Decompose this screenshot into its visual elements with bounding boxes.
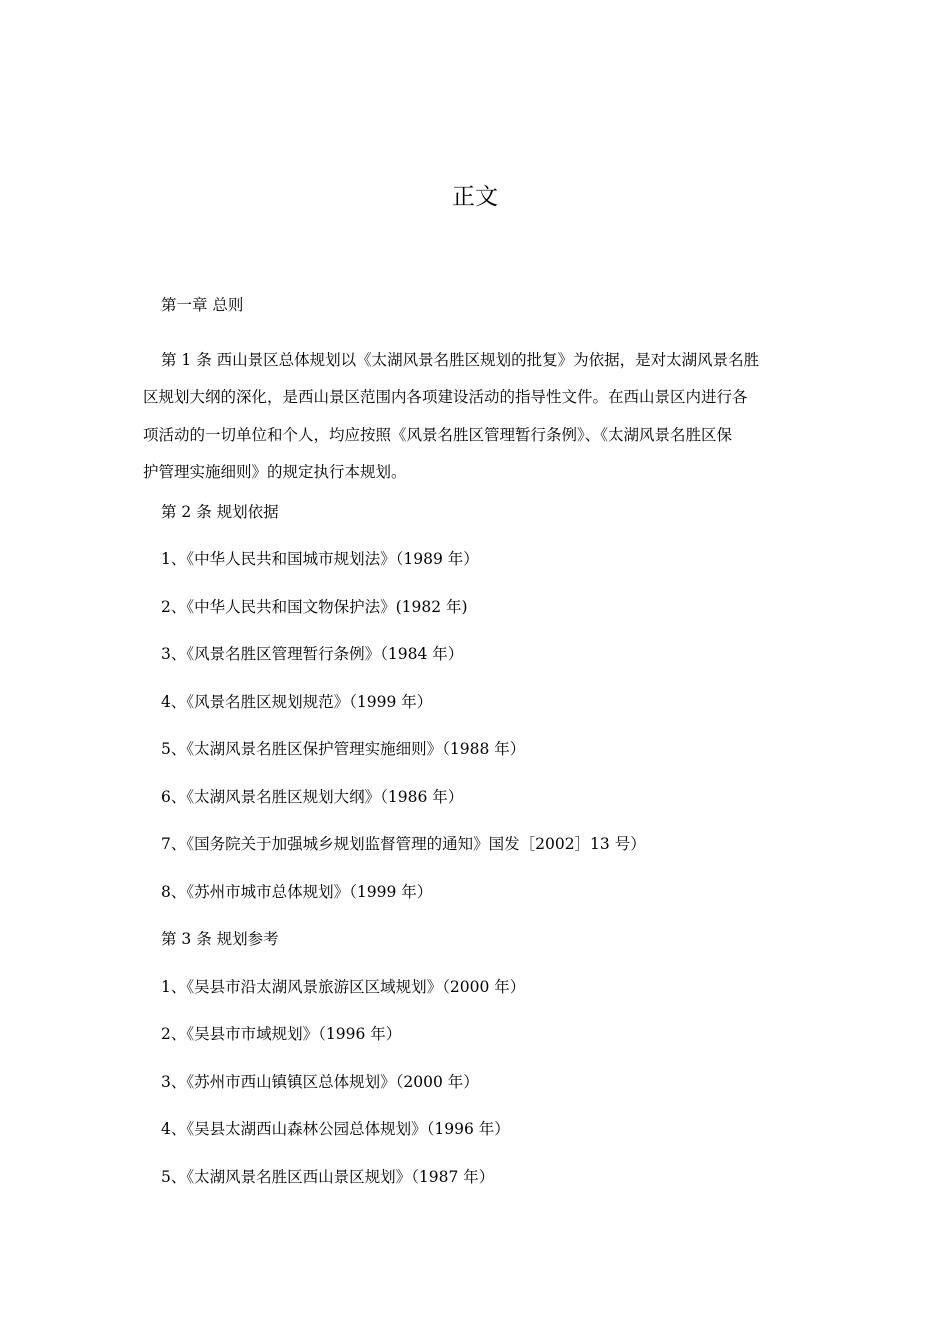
article-1-line: 护管理实施细则》的规定执行本规划。: [143, 463, 407, 482]
document-title: 正文: [452, 184, 498, 210]
article-2-item: 8、《苏州市城市总体规划》（1999 年）: [161, 882, 433, 901]
article-2-item: 4、《风景名胜区规划规范》（1999 年）: [161, 692, 433, 711]
article-1-paragraph: [143, 340, 811, 492]
article-3-item: 1、《吴县市沿太湖风景旅游区区域规划》（2000 年）: [161, 977, 526, 996]
article-3-item: 4、《吴县太湖西山森林公园总体规划》（1996 年）: [161, 1120, 510, 1139]
chapter-heading: 第一章 总则: [161, 296, 244, 314]
article-2-item: 6、《太湖风景名胜区规划大纲》（1986 年）: [161, 787, 464, 806]
article-2-item: 3、《风景名胜区管理暂行条例》（1984 年）: [161, 645, 464, 664]
article-1-line: 项活动的一切单位和个人，均应按照《风景名胜区管理暂行条例》、《太湖风景名胜区保: [143, 425, 733, 444]
document-body: [143, 292, 811, 1211]
article-2-item: 2、《中华人民共和国文物保护法》(1982 年): [161, 597, 468, 616]
article-2-heading: 第 2 条 规划依据: [161, 502, 279, 521]
article-2-item: 7、《国务院关于加强城乡规划监督管理的通知》国发［2002］13 号）: [161, 835, 646, 854]
article-3-item: 3、《苏州市西山镇镇区总体规划》（2000 年）: [161, 1072, 479, 1091]
article-1-line: 区规划大纲的深化，是西山景区范围内各项建设活动的指导性文件。在西山景区内进行各: [143, 388, 748, 407]
article-2-item: 5、《太湖风景名胜区保护管理实施细则》（1988 年）: [161, 740, 526, 759]
article-3-item: 5、《太湖风景名胜区西山景区规划》（1987 年）: [161, 1167, 495, 1186]
article-3-heading: 第 3 条 规划参考: [161, 930, 279, 949]
article-2-item: 1、《中华人民共和国城市规划法》（1989 年）: [161, 550, 479, 569]
article-1-line: 第 1 条 西山景区总体规划以《太湖风景名胜区规划的批复》为依据，是对太湖风景名胜: [161, 350, 760, 369]
article-3-item: 2、《吴县市市域规划》（1996 年）: [161, 1025, 402, 1044]
